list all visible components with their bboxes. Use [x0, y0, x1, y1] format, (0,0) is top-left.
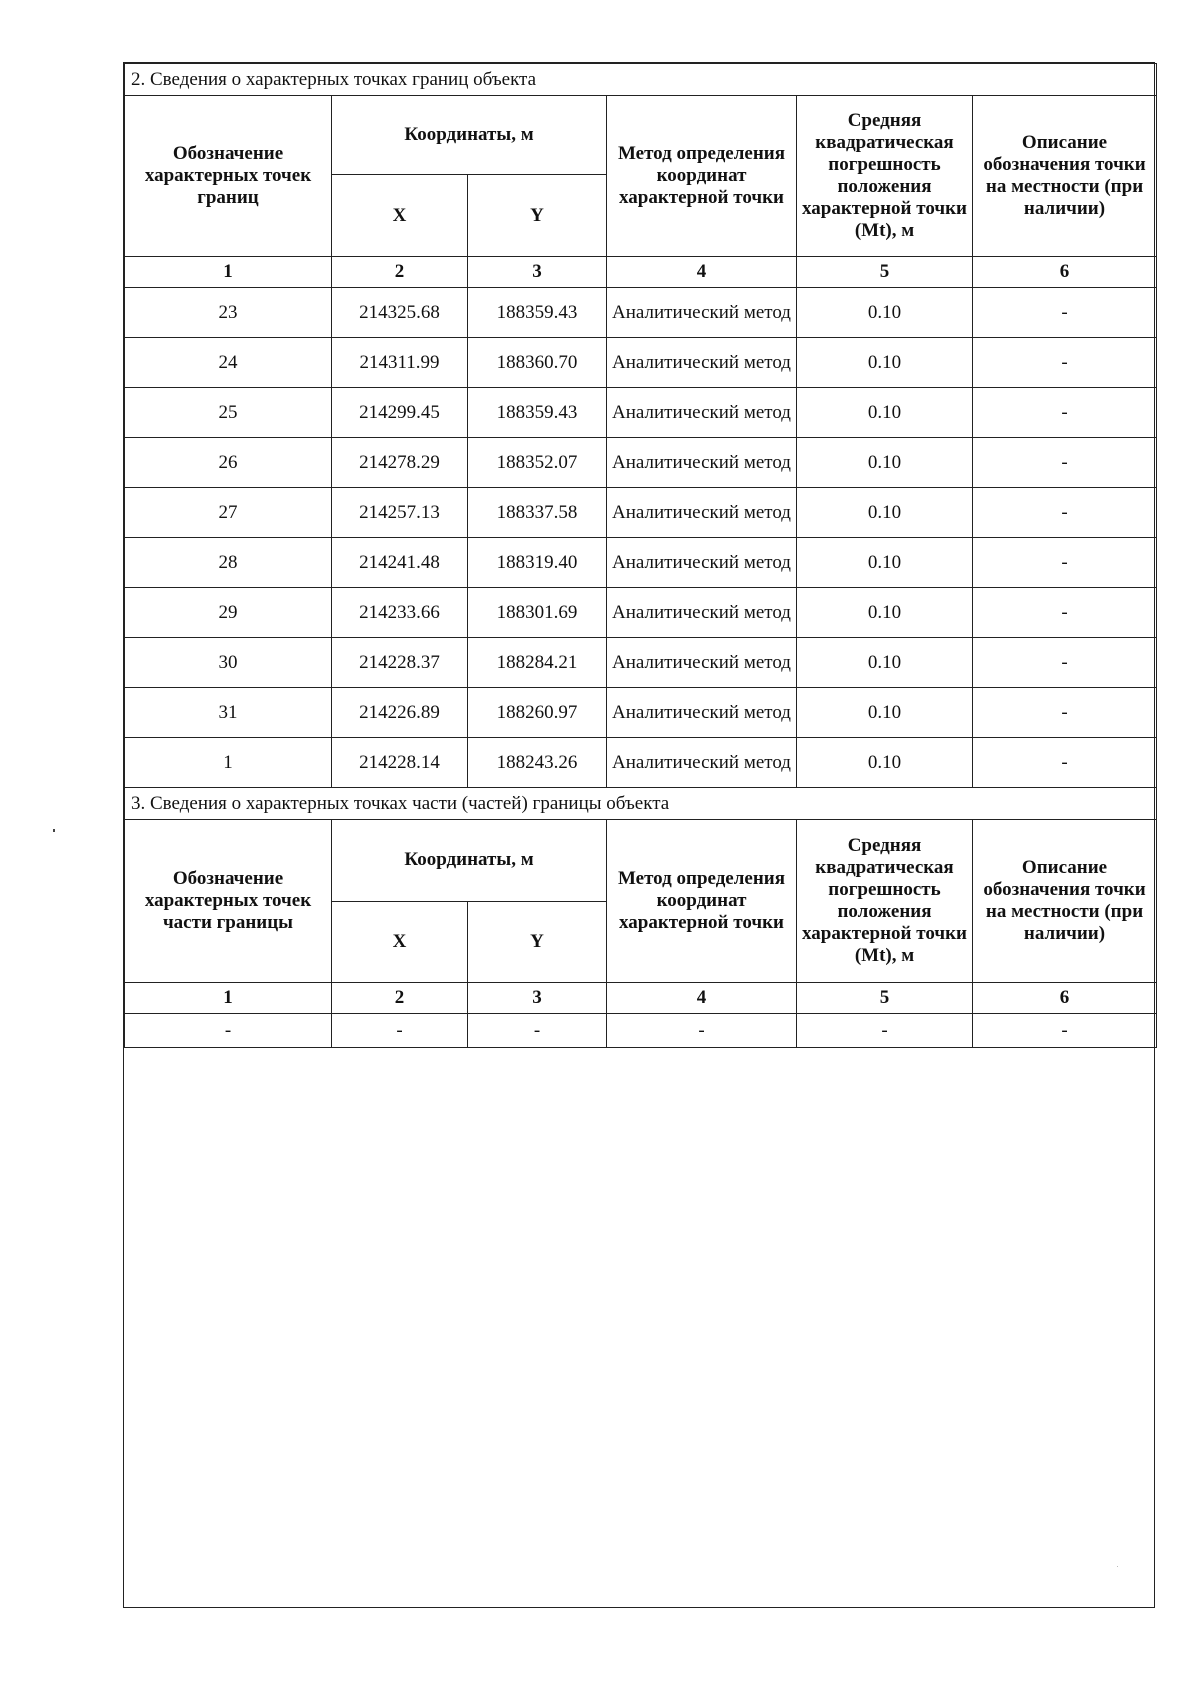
description-cell: - — [973, 288, 1157, 338]
col-number: 2 — [332, 257, 468, 288]
x-coordinate-cell: 214257.13 — [332, 488, 468, 538]
header-method: Метод определения координат характерной точки — [607, 96, 797, 257]
x-coordinate-cell: 214278.29 — [332, 438, 468, 488]
method-cell: Аналитический метод — [607, 438, 797, 488]
x-coordinate-cell: 214226.89 — [332, 688, 468, 738]
header-designation: Обозначение характерных точек границ — [125, 96, 332, 257]
header-error: Средняя квадратическая погрешность положения характерной точки (Mt), м — [797, 820, 973, 983]
method-cell: Аналитический метод — [607, 488, 797, 538]
error-cell: 0.10 — [797, 588, 973, 638]
empty-cell: - — [125, 1014, 332, 1048]
y-coordinate-cell: 188337.58 — [468, 488, 607, 538]
table-row — [125, 488, 1157, 538]
x-coordinate-cell: 214228.37 — [332, 638, 468, 688]
header-x: X — [332, 175, 468, 257]
x-coordinate-cell: 214299.45 — [332, 388, 468, 438]
col-number: 3 — [468, 983, 607, 1014]
empty-cell: - — [607, 1014, 797, 1048]
method-cell: Аналитический метод — [607, 688, 797, 738]
y-coordinate-cell: 188352.07 — [468, 438, 607, 488]
error-cell: 0.10 — [797, 638, 973, 688]
description-cell: - — [973, 588, 1157, 638]
header-coordinates: Координаты, м — [332, 820, 607, 902]
y-coordinate-cell: 188301.69 — [468, 588, 607, 638]
description-cell: - — [973, 688, 1157, 738]
boundary-points-table — [124, 63, 1157, 1048]
col-number: 4 — [607, 257, 797, 288]
error-cell: 0.10 — [797, 388, 973, 438]
empty-cell: - — [332, 1014, 468, 1048]
col-number: 6 — [973, 257, 1157, 288]
table-row — [125, 1014, 1157, 1048]
error-cell: 0.10 — [797, 488, 973, 538]
method-cell: Аналитический метод — [607, 538, 797, 588]
description-cell: - — [973, 738, 1157, 788]
point-number-cell: 31 — [125, 688, 332, 738]
y-coordinate-cell: 188360.70 — [468, 338, 607, 388]
col-number: 6 — [973, 983, 1157, 1014]
error-cell: 0.10 — [797, 288, 973, 338]
y-coordinate-cell: 188359.43 — [468, 288, 607, 338]
document-frame — [123, 62, 1155, 1608]
x-coordinate-cell: 214311.99 — [332, 338, 468, 388]
col-number: 3 — [468, 257, 607, 288]
description-cell: - — [973, 638, 1157, 688]
point-number-cell: 28 — [125, 538, 332, 588]
col-number: 5 — [797, 983, 973, 1014]
point-number-cell: 25 — [125, 388, 332, 438]
col-number: 2 — [332, 983, 468, 1014]
header-description: Описание обозначения точки на местности (при наличии) — [973, 820, 1157, 983]
point-number-cell: 1 — [125, 738, 332, 788]
x-coordinate-cell: 214325.68 — [332, 288, 468, 338]
section-3-title: 3. Сведения о характерных точках части (частей) границы объекта — [125, 788, 1157, 820]
table-row — [125, 338, 1157, 388]
header-error: Средняя квадратическая погрешность положения характерной точки (Mt), м — [797, 96, 973, 257]
method-cell: Аналитический метод — [607, 588, 797, 638]
col-number: 1 — [125, 983, 332, 1014]
header-description: Описание обозначения точки на местности (при наличии) — [973, 96, 1157, 257]
description-cell: - — [973, 538, 1157, 588]
empty-cell: - — [468, 1014, 607, 1048]
table-row — [125, 738, 1157, 788]
table-row — [125, 438, 1157, 488]
table-row — [125, 588, 1157, 638]
header-y: Y — [468, 175, 607, 257]
description-cell: - — [973, 388, 1157, 438]
header-y: Y — [468, 901, 607, 983]
description-cell: - — [973, 488, 1157, 538]
point-number-cell: 23 — [125, 288, 332, 338]
point-number-cell: 24 — [125, 338, 332, 388]
header-method: Метод определения координат характерной точки — [607, 820, 797, 983]
error-cell: 0.10 — [797, 438, 973, 488]
empty-cell: - — [973, 1014, 1157, 1048]
method-cell: Аналитический метод — [607, 288, 797, 338]
y-coordinate-cell: 188319.40 — [468, 538, 607, 588]
col-number: 1 — [125, 257, 332, 288]
table-row — [125, 288, 1157, 338]
table-row — [125, 638, 1157, 688]
boundary-points-rows — [125, 288, 1157, 788]
point-number-cell: 26 — [125, 438, 332, 488]
point-number-cell: 27 — [125, 488, 332, 538]
error-cell: 0.10 — [797, 688, 973, 738]
y-coordinate-cell: 188284.21 — [468, 638, 607, 688]
y-coordinate-cell: 188260.97 — [468, 688, 607, 738]
table-row — [125, 388, 1157, 438]
error-cell: 0.10 — [797, 738, 973, 788]
x-coordinate-cell: 214233.66 — [332, 588, 468, 638]
method-cell: Аналитический метод — [607, 638, 797, 688]
description-cell: - — [973, 338, 1157, 388]
y-coordinate-cell: 188243.26 — [468, 738, 607, 788]
col-number: 4 — [607, 983, 797, 1014]
point-number-cell: 30 — [125, 638, 332, 688]
header-coordinates: Координаты, м — [332, 96, 607, 175]
header-designation: Обозначение характерных точек части границы — [125, 820, 332, 983]
header-x: X — [332, 901, 468, 983]
method-cell: Аналитический метод — [607, 738, 797, 788]
method-cell: Аналитический метод — [607, 338, 797, 388]
description-cell: - — [973, 438, 1157, 488]
section-2-title: 2. Сведения о характерных точках границ объекта — [125, 64, 1157, 96]
col-number: 5 — [797, 257, 973, 288]
table-row — [125, 538, 1157, 588]
error-cell: 0.10 — [797, 538, 973, 588]
empty-cell: - — [797, 1014, 973, 1048]
method-cell: Аналитический метод — [607, 388, 797, 438]
point-number-cell: 29 — [125, 588, 332, 638]
y-coordinate-cell: 188359.43 — [468, 388, 607, 438]
x-coordinate-cell: 214241.48 — [332, 538, 468, 588]
x-coordinate-cell: 214228.14 — [332, 738, 468, 788]
table-row — [125, 688, 1157, 738]
error-cell: 0.10 — [797, 338, 973, 388]
scan-mark — [53, 829, 55, 832]
